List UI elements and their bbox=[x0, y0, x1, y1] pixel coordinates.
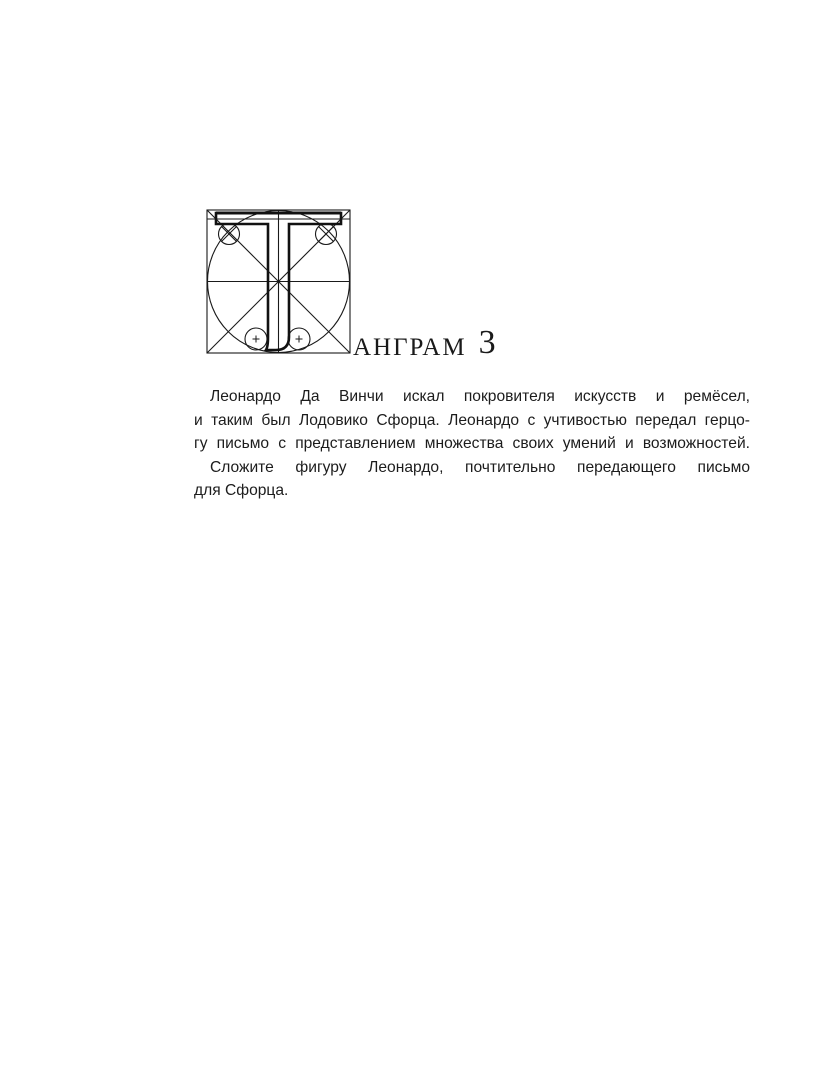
chapter-heading bbox=[206, 209, 506, 359]
chapter-number: 3 bbox=[478, 324, 496, 361]
paragraph-intro bbox=[194, 385, 750, 456]
body-text bbox=[194, 385, 750, 503]
text-line: для Сфорца. bbox=[194, 482, 289, 500]
chapter-title-word: АНГРАМ bbox=[353, 334, 467, 361]
text-line: Леонардо Да Винчи искал покровителя искусств и ремёсел, bbox=[210, 388, 750, 405]
chapter-title bbox=[353, 316, 496, 360]
text-line: и таким был Лодовико Сфорца. Леонардо с учтивостью передал герцо- bbox=[194, 411, 750, 429]
paragraph-task bbox=[194, 456, 750, 503]
text-line: гу письмо с представлением множества своих умений и возможностей. bbox=[194, 435, 750, 453]
decorative-initial-letter bbox=[206, 209, 352, 355]
text-line: Сложите фигуру Леонардо, почтительно передающего письмо bbox=[210, 458, 750, 476]
